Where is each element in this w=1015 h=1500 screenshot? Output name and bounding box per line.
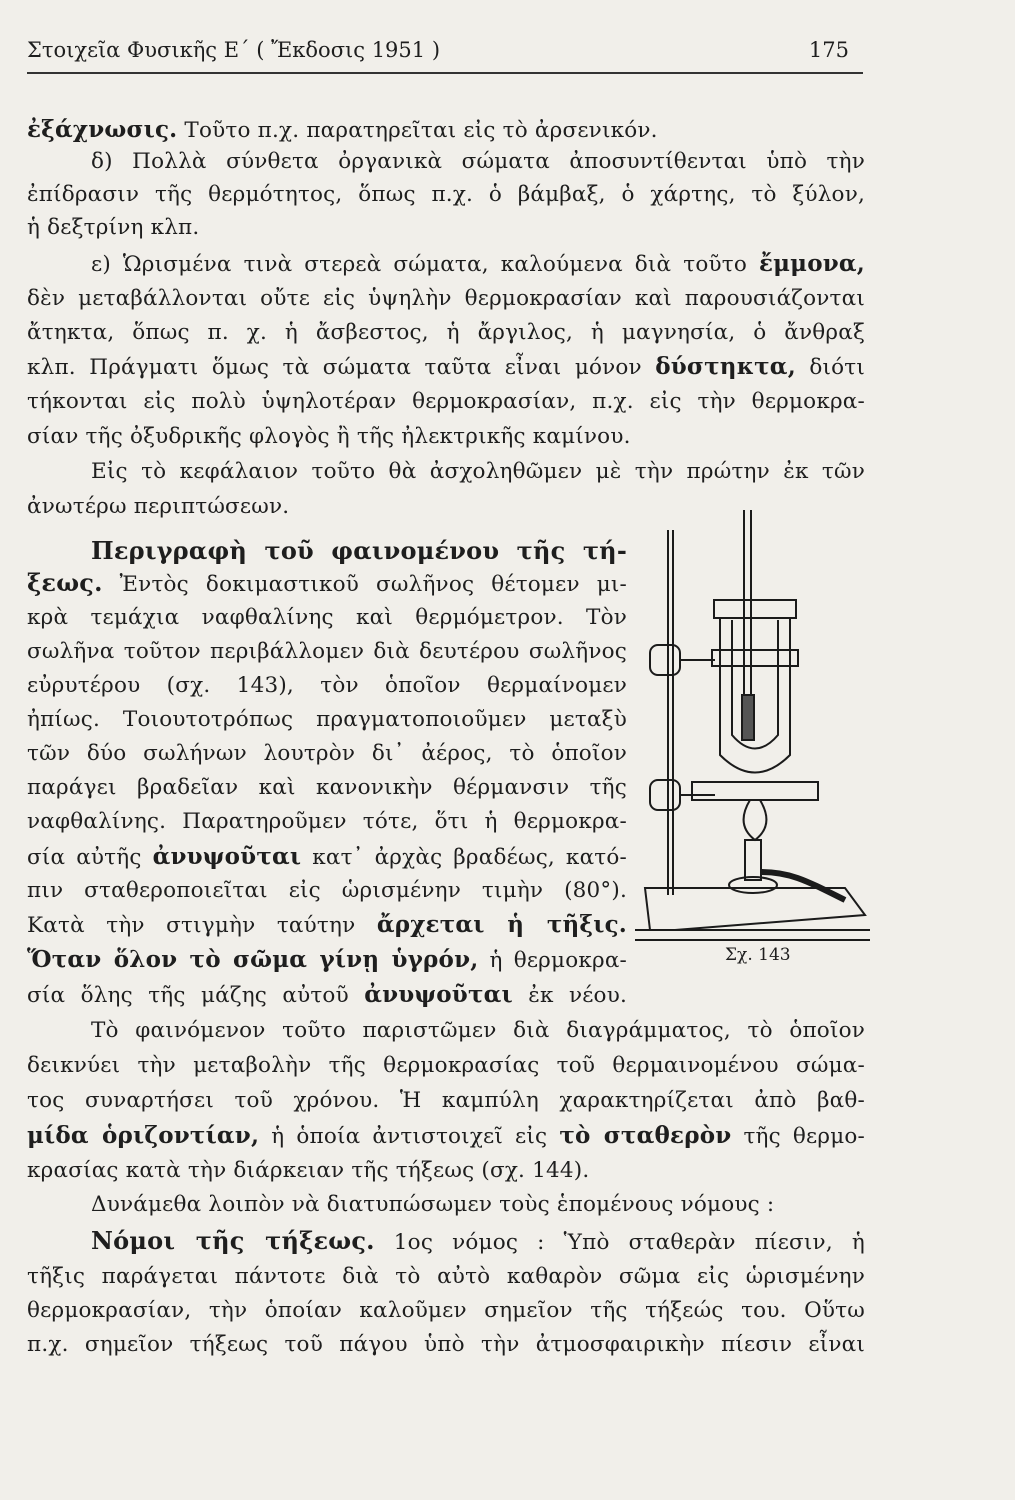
text-line: δεικνύει τὴν μεταβολὴν τῆς θερμοκρασίας τοῦ θερμαινομένου σώμα- (27, 1053, 865, 1078)
text-line: σίαν τῆς ὀξυδρικῆς φλογὸς ἢ τῆς ἠλεκτρικῆς καμίνου. (27, 424, 631, 449)
text-line: τῶν δύο σωλήνων λουτρὸν δι᾽ ἀέρος, τὸ ὁποῖον (27, 741, 627, 766)
law-heading: Νόμοι τῆς τήξεως. (91, 1226, 375, 1255)
text-span: κλπ. Πράγματι ὅμως τὰ σώματα ταῦτα εἶναι μόνον (27, 355, 656, 380)
text-span: τῆς θερμο- (731, 1124, 866, 1149)
text-line (27, 842, 627, 873)
text-span: Ἐντὸς δοκιμαστικοῦ σωλῆνος θέτομεν μι- (102, 572, 627, 597)
page-number: 175 (808, 38, 849, 62)
gas-hose (761, 872, 845, 900)
bold-term: δύστηκτα, (655, 353, 796, 380)
wire-gauze (692, 782, 818, 800)
text-line: θερμοκρασίαν, τὴν ὁποίαν καλοῦμεν σημεῖον τῆς τήξεώς του. Οὕτω (27, 1298, 865, 1323)
text-line (27, 568, 627, 600)
bold-term: ἄρχεται ἡ τῆξις. (376, 911, 627, 938)
text-line: κρὰ τεμάχια ναφθαλίνης καὶ θερμόμετρον. Τὸν (27, 605, 627, 630)
apparatus-illustration (630, 500, 870, 950)
bold-term: τὸ σταθερὸν (559, 1122, 732, 1149)
text-line: ἠπίως. Τοιουτοτρόπως πραγματοποιοῦμεν μεταξὺ (27, 707, 627, 732)
text-line: πιν σταθεροποιεῖται εἰς ὡρισμένην τιμὴν (80°). (27, 878, 627, 903)
text-line: ἄτηκτα, ὅπως π. χ. ἡ ἄσβεστος, ἡ ἄργιλος, ἡ μαγνησία, ὁ ἄνθραξ (27, 320, 865, 345)
bold-term: ἀνυψοῦται (152, 843, 302, 870)
text-line: κρασίας κατὰ τὴν διάρκειαν τῆς τήξεως (σχ. 144). (27, 1158, 590, 1183)
text-line (27, 910, 627, 941)
bold-term: ἀνυψοῦται (364, 981, 513, 1008)
text-line (27, 249, 865, 280)
text-line: ἐπίδρασιν τῆς θερμότητος, ὅπως π.χ. ὁ βάμβαξ, ὁ χάρτης, τὸ ξύλον, (27, 182, 865, 207)
text-span: ε) Ὡρισμένα τινὰ στερεὰ σώματα, καλούμενα διὰ τοῦτο (91, 252, 759, 277)
bold-term: μίδα ὁριζοντίαν, (27, 1122, 260, 1149)
text-line: π.χ. σημεῖον τήξεως τοῦ πάγου ὑπὸ τὴν ἀτμοσφαιρικὴν πίεσιν εἶναι (27, 1332, 865, 1357)
text-line: Δυνάμεθα λοιπὸν νὰ διατυπώσωμεν τοὺς ἑπομένους νόμους : (91, 1192, 775, 1217)
clamp-lower (650, 780, 680, 810)
text-span: κατ᾽ ἀρχὰς βραδέως, κατό- (301, 845, 627, 870)
text-line (27, 980, 627, 1011)
running-title: Στοιχεῖα Φυσικῆς Ε΄ ( Ἔκδοσις 1951 ) (27, 38, 441, 62)
text-line (27, 1226, 865, 1258)
text-span: ἡ ὁποία ἀντιστοιχεῖ εἰς (259, 1124, 560, 1149)
text-line: τῆξις παράγεται πάντοτε διὰ τὸ αὐτὸ καθαρὸν σῶμα εἰς ὡρισμένην (27, 1264, 865, 1289)
text-span: 1ος νόμος : Ὑπὸ σταθερὰν πίεσιν, ἡ (374, 1230, 865, 1255)
text-line: δὲν μεταβάλλονται οὔτε εἰς ὑψηλὴν θερμοκρασίαν καὶ παρουσιάζονται (27, 286, 865, 311)
text-span: ἐκ νέου. (512, 983, 627, 1008)
collar (712, 650, 798, 666)
text-line: σωλῆνα τοῦτον περιβάλλομεν διὰ δευτέρου σωλῆνος (27, 639, 627, 664)
text-span: σία αὐτῆς (27, 845, 153, 870)
bold-term: Ὅταν ὅλον τὸ σῶμα γίνῃ ὑγρόν, (27, 946, 479, 973)
text-span: σία ὅλης τῆς μάζης αὐτοῦ (27, 983, 365, 1008)
clamp-upper (650, 645, 680, 675)
text-line: ναφθαλίνης. Παρατηροῦμεν τότε, ὅτι ἡ θερμοκρα- (27, 809, 627, 834)
burner (745, 840, 761, 880)
text-line: Εἰς τὸ κεφάλαιον τοῦτο θὰ ἀσχοληθῶμεν μὲ τὴν πρώτην ἐκ τῶν (91, 459, 865, 484)
text-line: τος συναρτήσει τοῦ χρόνου. Ἡ καμπύλη χαρακτηρίζεται ἀπὸ βαθ- (27, 1088, 865, 1113)
section-heading: Περιγραφὴ τοῦ φαινομένου τῆς τή- (91, 536, 627, 565)
bold-term: ἔμμονα, (758, 250, 865, 277)
text-line: Τὸ φαινόμενον τοῦτο παριστῶμεν διὰ διαγράμματος, τὸ ὁποῖον (91, 1018, 865, 1043)
header-rule (27, 72, 863, 74)
stopper-top (714, 600, 796, 618)
text-line (27, 1121, 865, 1152)
flame (744, 800, 767, 840)
text-span: Τοῦτο π.χ. παρατηρεῖται εἰς τὸ ἀρσενικόν. (177, 118, 658, 143)
text-line: δ) Πολλὰ σύνθετα ὀργανικὰ σώματα ἀποσυντίθενται ὑπὸ τὴν (91, 149, 865, 174)
text-line (27, 115, 865, 146)
text-line: ἀνωτέρω περιπτώσεων. (27, 494, 290, 519)
figure-caption: Σχ. 143 (725, 945, 791, 965)
text-line: εὐρυτέρου (σχ. 143), τὸν ὁποῖον θερμαίνομεν (27, 673, 627, 698)
text-line: παράγει βραδεῖαν καὶ κανονικὴν θέρμανσιν τῆς (27, 775, 627, 800)
text-line (27, 945, 627, 976)
section-heading-end: ξεως. (27, 568, 103, 597)
text-span: ἡ θερμοκρα- (478, 948, 627, 973)
text-line: τήκονται εἰς πολὺ ὑψηλοτέραν θερμοκρασίαν, π.χ. εἰς τὴν θερμοκρα- (27, 389, 865, 414)
text-line (27, 352, 865, 383)
text-line: ἡ δεξτρίνη κλπ. (27, 215, 200, 240)
text-span: Κατὰ τὴν στιγμὴν ταύτην (27, 913, 377, 938)
bold-term: ἐξάχνωσις. (27, 116, 178, 143)
text-span: διότι (795, 355, 865, 380)
